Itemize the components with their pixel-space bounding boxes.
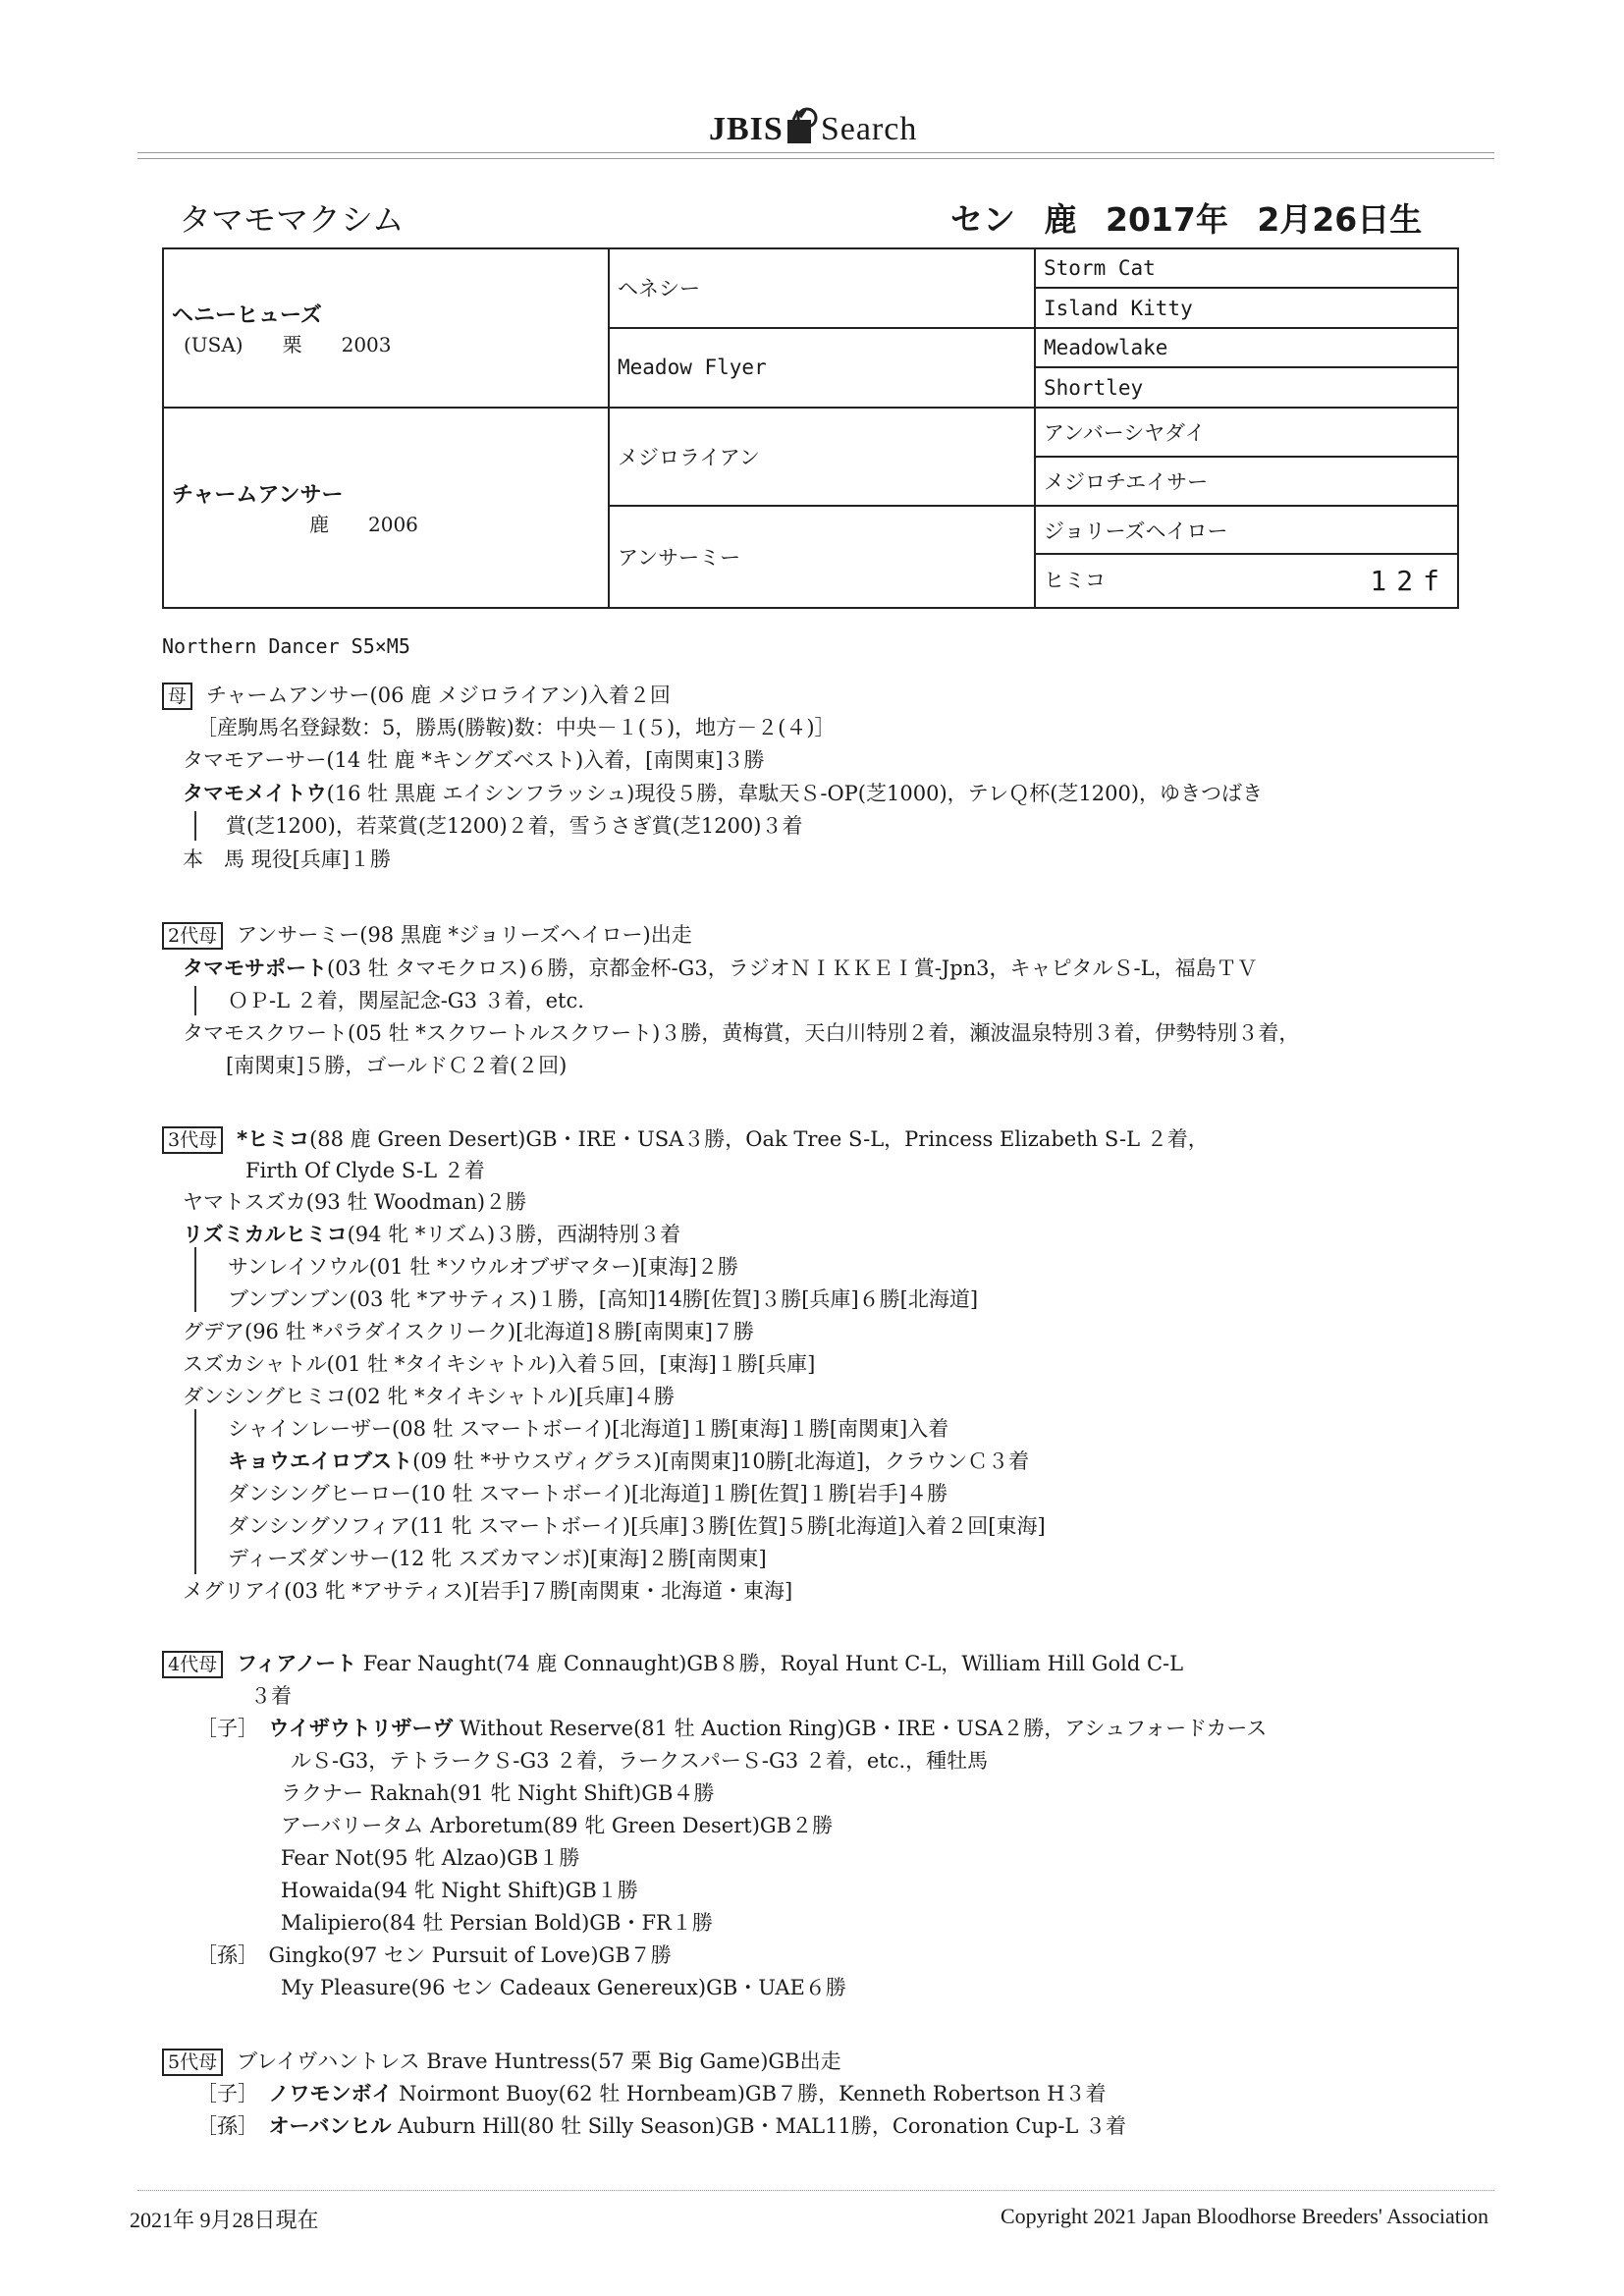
gen4-row: 4代母 フィアノート Fear Naught(74 鹿 Connaught)GB８勝，Royal Hunt C-L，William Hill Gold C-L <box>162 1650 1183 1678</box>
list-item: タマモスクワート(05 牡 *スクワートルスクワート)３勝，黄梅賞，天白川特別２着，瀬波温泉特別３着，伊勢特別３着， <box>183 1021 1300 1045</box>
list-item: 本 馬 現役[兵庫]１勝 <box>183 847 392 871</box>
gen2-3[interactable]: アンサーミー <box>609 506 1035 608</box>
list-item: ［子］ ノワモンボイ Noirmont Buoy(62 牡 Hornbeam)GB７勝，Kenneth Robertson H３着 <box>196 2082 1107 2105</box>
header-rule <box>137 158 1494 159</box>
tree-line <box>194 986 196 1015</box>
list-item: Malipiero(84 牡 Persian Bold)GB・FR１勝 <box>281 1911 713 1935</box>
progeny-stats: ［産駒馬名登録数：5，勝馬(勝鞍)数：中央－１(５)，地方－２(４)］ <box>196 716 836 739</box>
list-item: ３着 <box>250 1684 292 1708</box>
horse-name: タマモマクシム <box>179 200 405 239</box>
gen3-0[interactable]: Storm Cat <box>1035 248 1458 288</box>
tree-line <box>194 1409 196 1574</box>
list-item: ダンシングヒミコ(02 牝 *タイキシャトル)[兵庫]４勝 <box>183 1385 676 1408</box>
list-item: リズミカルヒミコ(94 牝 *リズム)３勝，西湖特別３着 <box>183 1223 681 1246</box>
birth-date: 2017年 2月26日生 <box>1106 200 1423 239</box>
section-tag: 2代母 <box>162 922 223 950</box>
gen3-2[interactable]: Meadowlake <box>1035 328 1458 367</box>
list-item: シャインレーザー(08 牡 スマートボーイ)[北海道]１勝[東海]１勝[南関東]入着 <box>228 1417 949 1441</box>
list-item: タマモメイトウ(16 牡 黒鹿 エイシンフラッシュ)現役５勝，韋駄天Ｓ-OP(芝1000)，テレＱ杯(芝1200)，ゆきつばき <box>183 782 1264 805</box>
family-number: 12f <box>1370 565 1449 598</box>
list-item: メグリアイ(03 牝 *アサティス)[岩手]７勝[南関東・北海道・東海] <box>183 1579 793 1603</box>
gen3-7-cell <box>1035 554 1458 608</box>
dam-name[interactable]: チャームアンサー <box>172 482 344 508</box>
header-rule <box>137 152 1494 153</box>
list-item: Howaida(94 牝 Night Shift)GB１勝 <box>281 1879 638 1902</box>
list-item: グデア(96 牡 *パラダイスクリーク)[北海道]８勝[南関東]７勝 <box>183 1320 754 1343</box>
sire-cell: ヘニーヒューズ (USA) 栗 2003 <box>163 248 609 408</box>
list-item: ダンシングソフィア(11 牝 スマートボーイ)[兵庫]３勝[佐賀]５勝[北海道]入着２回[東海] <box>228 1514 1046 1538</box>
gen3-row: 3代母 *ヒミコ(88 鹿 Green Desert)GB・IRE・USA３勝，Oak Tree S-L，Princess Elizabeth S-L ２着， <box>162 1125 1209 1154</box>
list-item: Firth Of Clyde S-L ２着 <box>245 1159 485 1182</box>
list-item: キョウエイロブスト(09 牡 *サウスヴィグラス)[南関東]10勝[北海道]，クラウンＣ３着 <box>228 1449 1030 1473</box>
horse-profile <box>950 194 1422 241</box>
section-tag: 母 <box>162 683 192 710</box>
section-tag: 3代母 <box>162 1126 223 1154</box>
footer-rule <box>137 2190 1494 2191</box>
section-tag: 4代母 <box>162 1651 223 1678</box>
gen2-2[interactable]: メジロライアン <box>609 408 1035 506</box>
sire-name[interactable]: ヘニーヒューズ <box>172 302 322 328</box>
list-item: サンレイソウル(01 牡 *ソウルオブザマター)[東海]２勝 <box>228 1255 738 1279</box>
horse-magnifier-icon <box>785 106 819 145</box>
list-item: 賞(芝1200)，若菜賞(芝1200)２着，雪うさぎ賞(芝1200)３着 <box>226 814 803 838</box>
list-item: アーバリータム Arboretum(89 牝 Green Desert)GB２勝 <box>281 1814 834 1837</box>
gen3-6[interactable]: ジョリーズヘイロー <box>1035 506 1458 555</box>
pedigree-table <box>162 247 1459 609</box>
list-item: Fear Not(95 牝 Alzao)GB１勝 <box>281 1846 580 1870</box>
list-item: ブンブンブン(03 牝 *アサティス)１勝，[高知]14勝[佐賀]３勝[兵庫]６勝[北海道] <box>228 1287 979 1311</box>
list-item: ラクナー Raknah(91 牝 Night Shift)GB４勝 <box>281 1781 715 1805</box>
tree-line <box>194 1247 196 1312</box>
list-item: ルＳ-G3，テトラークＳ-G3 ２着，ラークスパーＳ-G3 ２着，etc.，種牡馬 <box>291 1749 989 1773</box>
coat-color: 鹿 <box>1044 200 1077 239</box>
gen3-1[interactable]: Island Kitty <box>1035 288 1458 327</box>
list-item: タマモサポート(03 牡 タマモクロス)６勝，京都金杯-G3，ラジオＮＩＫＫＥＩ賞-Jpn3，キャピタルＳ-L，福島ＴＶ <box>183 957 1258 980</box>
gen2-row: 2代母 アンサーミー(98 黒鹿 *ジョリーズヘイロー)出走 <box>162 921 692 950</box>
list-item: ＯＰ-L ２着，関屋記念-G3 ３着，etc. <box>228 989 584 1012</box>
list-item: ［孫］ オーバンヒル Auburn Hill(80 牡 Silly Season)GB・MAL11勝，Coronation Cup-L ３着 <box>196 2114 1127 2138</box>
list-item: [南関東]５勝，ゴールドＣ２着(２回) <box>226 1054 568 1077</box>
section-tag: 5代母 <box>162 2049 223 2076</box>
dam-row: 母 チャームアンサー(06 鹿 メジロライアン)入着２回 <box>162 682 671 710</box>
list-item: ［子］ ウイザウトリザーヴ Without Reserve(81 牡 Auction Ring)GB・IRE・USA２勝，アシュフォードカース <box>196 1717 1268 1740</box>
gen3-3[interactable]: Shortley <box>1035 367 1458 407</box>
list-item: ダンシングヒーロー(10 牡 スマートボーイ)[北海道]１勝[佐賀]１勝[岩手]４勝 <box>228 1482 948 1505</box>
list-item: ディーズダンサー(12 牝 スズカマンボ)[東海]２勝[南関東] <box>228 1547 767 1570</box>
footer-date: 2021年 9月28日現在 <box>130 2208 319 2232</box>
list-item: スズカシャトル(01 牡 *タイキシャトル)入着５回，[東海]１勝[兵庫] <box>183 1352 816 1376</box>
gen3-7[interactable]: ヒミコ <box>1044 569 1106 593</box>
tree-line <box>194 811 196 841</box>
list-item: ヤマトスズカ(93 牡 Woodman)２勝 <box>183 1190 527 1214</box>
sex: セン <box>950 200 1015 239</box>
dam-cell: チャームアンサー 鹿 2006 <box>163 408 609 608</box>
gen2-0[interactable]: ヘネシー <box>609 248 1035 328</box>
gen5-row: 5代母 ブレイヴハントレス Brave Huntress(57 栗 Big Game)GB出走 <box>162 2048 841 2076</box>
list-item: My Pleasure(96 セン Cadeaux Genereux)GB・UAE６勝 <box>281 1976 846 1999</box>
gen3-4[interactable]: アンバーシヤダイ <box>1035 408 1458 457</box>
jbis-logo[interactable]: JBIS Search <box>709 106 917 148</box>
gen2-1[interactable]: Meadow Flyer <box>609 328 1035 408</box>
gen3-5[interactable]: メジロチエイサー <box>1035 457 1458 506</box>
inbreeding: Northern Dancer S5×M5 <box>162 634 410 658</box>
footer-copyright: Copyright 2021 Japan Bloodhorse Breeders' Association <box>1000 2204 1489 2228</box>
list-item: ［孫］ Gingko(97 セン Pursuit of Love)GB７勝 <box>196 1943 672 1967</box>
list-item: タマモアーサー(14 牡 鹿 *キングズベスト)入着，[南関東]３勝 <box>183 748 765 772</box>
